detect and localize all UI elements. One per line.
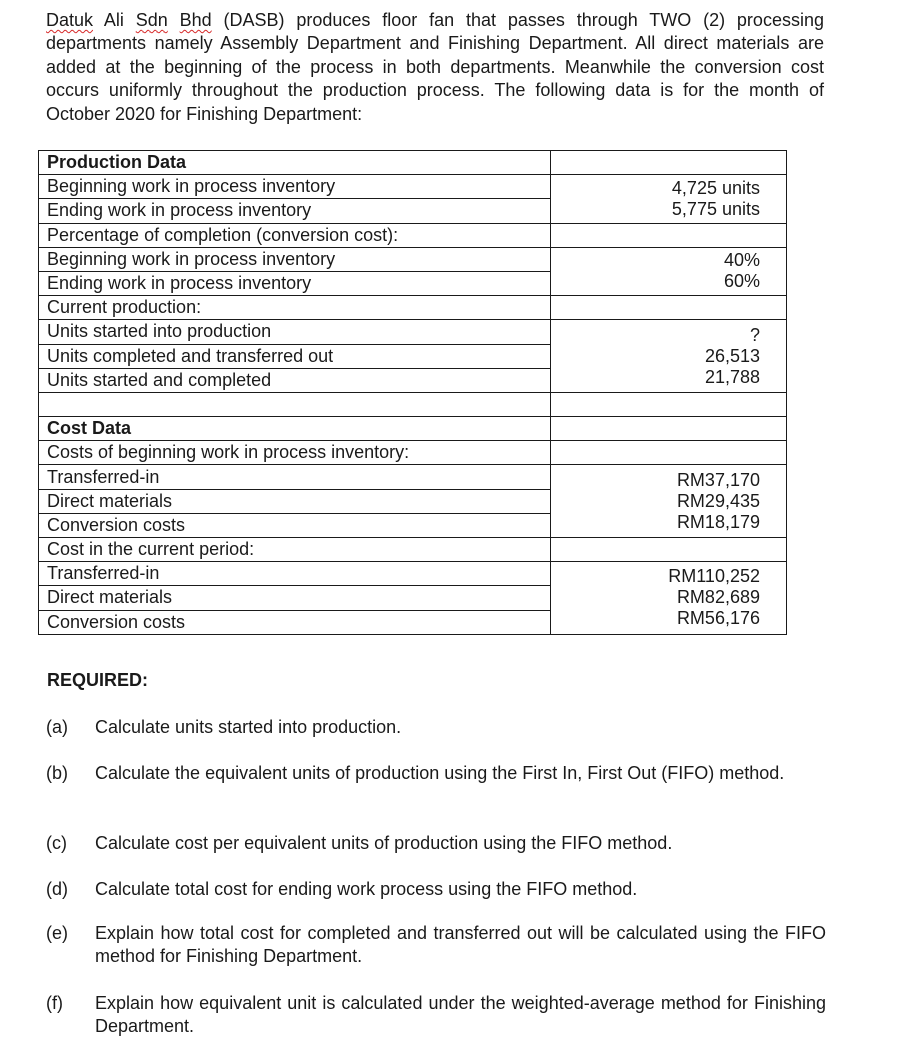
row-label: Conversion costs: [39, 610, 551, 634]
row-value: ?: [749, 324, 760, 345]
row-label: Units completed and transferred out: [39, 344, 551, 368]
question-e: [46, 922, 826, 969]
table-row: [39, 151, 787, 175]
row-value: [551, 417, 787, 441]
question-b: [46, 762, 826, 785]
row-value: RM82,689: [676, 587, 760, 608]
intro-paragraph: [46, 9, 824, 126]
question-label: (b): [46, 763, 68, 783]
row-value-group: [551, 320, 787, 393]
table-row: [39, 175, 787, 199]
row-value: [551, 223, 787, 247]
row-label: Transferred-in: [39, 465, 551, 489]
row-value: 26,513: [704, 345, 760, 366]
question-text: Calculate the equivalent units of production using the First In, First Out (FIFO) method.: [95, 763, 785, 783]
row-value: RM18,179: [676, 511, 760, 532]
section-header-cost-data: Cost Data: [39, 417, 551, 441]
table-row: [39, 247, 787, 271]
row-label: [39, 392, 551, 416]
subheading-current-period-costs: Cost in the current period:: [39, 538, 551, 562]
question-f: [46, 992, 826, 1039]
question-text: Explain how equivalent unit is calculated under the weighted-average method for Finishing Department.: [95, 993, 826, 1037]
row-value: RM29,435: [676, 490, 760, 511]
row-value: [551, 392, 787, 416]
table-row: [39, 417, 787, 441]
question-a: [46, 716, 826, 739]
row-value: RM110,252: [668, 566, 760, 587]
table-row: [39, 465, 787, 489]
row-label: Ending work in process inventory: [39, 199, 551, 223]
subheading-percentage-completion: Percentage of completion (conversion cost):: [39, 223, 551, 247]
finishing-department-data-table: [38, 150, 787, 635]
question-label: (a): [46, 717, 68, 737]
required-heading: REQUIRED:: [47, 670, 149, 690]
company-word-2: Ali: [103, 10, 124, 30]
row-label: Beginning work in process inventory: [39, 247, 551, 271]
row-value-group: [551, 465, 787, 538]
row-value: RM37,170: [676, 469, 760, 490]
row-value: 21,788: [704, 366, 760, 387]
table-row: [39, 296, 787, 320]
row-label: Direct materials: [39, 586, 551, 610]
question-label: (d): [46, 879, 68, 899]
table-row: [39, 441, 787, 465]
intro-text: (DASB) produces floor fan that passes through TWO (2) processing departments namely Assembly Department and Finishing Department. All direct materials are added at the beginning of the process in both departments. Meanwhile the conversion cost occurs uniformly throughout the production process. The following data is for the month of October 2020 for Finishing Department:: [46, 10, 824, 124]
question-text: Calculate total cost for ending work process using the FIFO method.: [95, 879, 638, 899]
table-row: [39, 562, 787, 586]
company-word-4: Bhd: [179, 10, 212, 30]
table-row: [39, 320, 787, 344]
row-value: RM56,176: [676, 608, 760, 629]
row-value-group: [551, 175, 787, 223]
question-c: [46, 832, 826, 855]
question-d: [46, 878, 826, 901]
row-value: [551, 296, 787, 320]
subheading-beginning-wip-costs: Costs of beginning work in process inventory:: [39, 441, 551, 465]
company-word-1: Datuk: [46, 10, 94, 30]
row-label: Conversion costs: [39, 513, 551, 537]
row-label: Units started and completed: [39, 368, 551, 392]
question-text: Calculate cost per equivalent units of production using the FIFO method.: [95, 833, 673, 853]
row-value: [551, 538, 787, 562]
question-label: (f): [46, 993, 63, 1013]
row-value: 5,775 units: [671, 198, 760, 219]
row-value: 4,725 units: [671, 177, 760, 198]
row-label: Transferred-in: [39, 562, 551, 586]
row-label: Beginning work in process inventory: [39, 175, 551, 199]
row-value-group: [551, 247, 787, 295]
row-value: 60%: [723, 271, 760, 292]
row-label: Units started into production: [39, 320, 551, 344]
row-label: Ending work in process inventory: [39, 271, 551, 295]
table-row: [39, 538, 787, 562]
question-text: Explain how total cost for completed and transferred out will be calculated using the FIFO method for Finishing Department.: [95, 923, 826, 967]
row-value: [551, 441, 787, 465]
row-value: 40%: [723, 250, 760, 271]
question-label: (c): [46, 833, 67, 853]
row-value: [551, 151, 787, 175]
question-text: Calculate units started into production.: [95, 717, 402, 737]
row-value-group: [551, 562, 787, 635]
section-header-production-data: Production Data: [39, 151, 551, 175]
company-word-3: Sdn: [135, 10, 168, 30]
question-label: (e): [46, 923, 68, 943]
row-label: Direct materials: [39, 489, 551, 513]
subheading-current-production: Current production:: [39, 296, 551, 320]
table-row-spacer: [39, 392, 787, 416]
table-row: [39, 223, 787, 247]
